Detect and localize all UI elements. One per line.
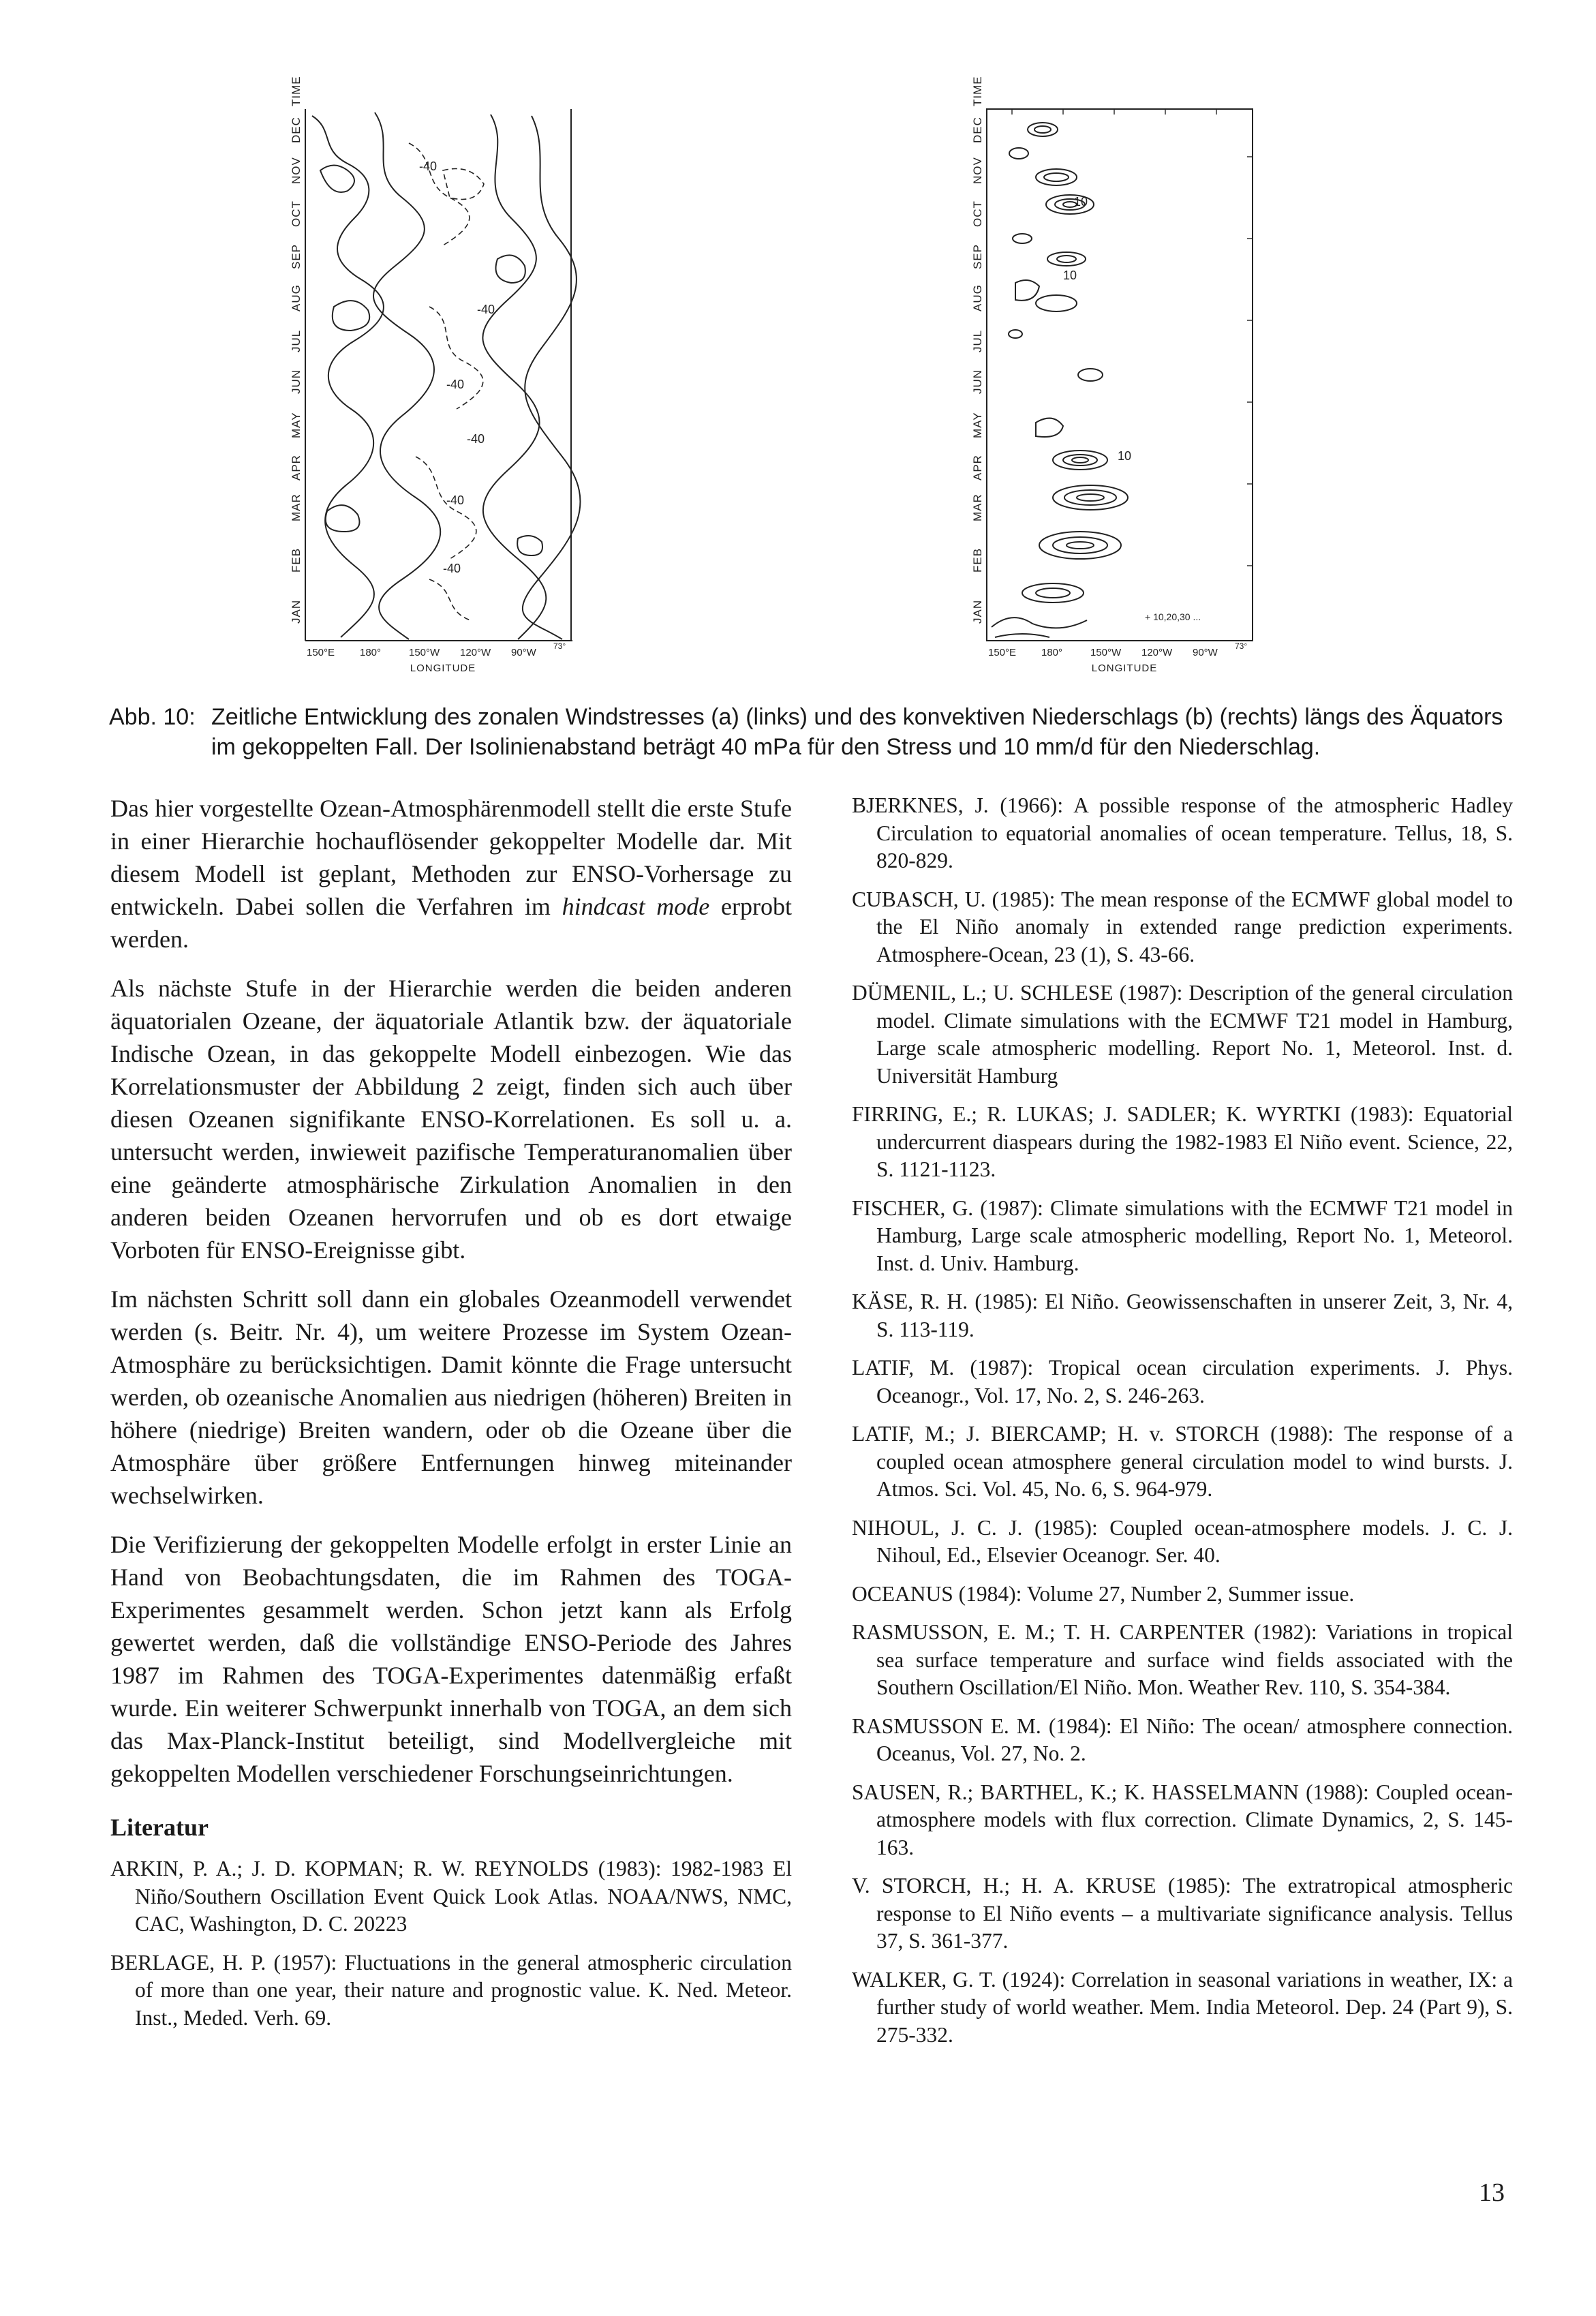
- month-label: APR: [290, 455, 303, 481]
- reference-item: RASMUSSON E. M. (1984): El Niño: The ocean/ atmosphere connection. Oceanus, Vol. 27, No. 2.: [852, 1713, 1513, 1765]
- contour-label: -40: [443, 562, 461, 575]
- month-label: MAR: [290, 493, 303, 521]
- reference-item: CUBASCH, U. (1985): The mean response of the ECMWF global model to the El Niño anomaly in extended range prediction experiments. Atmosphere-Ocean, 23 (1), S. 43-66.: [852, 887, 1513, 966]
- page-number: 13: [1479, 2178, 1505, 2207]
- month-label: SEP: [971, 243, 984, 269]
- month-label: AUG: [290, 284, 303, 311]
- precipitation-panel: [954, 76, 1336, 688]
- month-label: JAN: [971, 599, 984, 624]
- longitude-tick: 90°W: [511, 647, 536, 658]
- month-label: NOV: [971, 157, 984, 184]
- reference-item: WALKER, G. T. (1924): Correlation in seasonal variations in weather, IX: a further study of world weather. Mem. India Meteorol. Dep. 24 (Part 9), S. 275-332.: [852, 1967, 1513, 2047]
- contour-label: -40: [419, 159, 438, 173]
- longitude-tick: 120°W: [1141, 647, 1173, 658]
- left-column: [110, 792, 792, 2043]
- time-axis-label: TIME: [290, 76, 303, 106]
- longitude-tick: 150°E: [988, 647, 1017, 658]
- section-heading: Literatur: [110, 1814, 209, 1841]
- reference-item: DÜMENIL, L.; U. SCHLESE (1987): Description of the general circulation model. Climate simulations with the ECMWF T21 model in Hamburg, Large scale atmospheric modelling. Report No. 1, Meteorol. Inst. d. Universität Hamburg: [852, 981, 1513, 1088]
- emphasis-text: hindcast mode: [562, 893, 710, 920]
- longitude-tick: 150°W: [409, 647, 440, 658]
- month-label: AUG: [971, 284, 984, 311]
- month-label: DEC: [971, 117, 984, 143]
- caption-number: Abb. 10:: [109, 704, 196, 730]
- reference-item: BERLAGE, H. P. (1957): Fluctuations in the general atmospheric circulation of more than one year, their nature and prognostic value. K. Ned. Meteor. Inst., Meded. Verh. 69.: [110, 1950, 792, 2030]
- month-label: OCT: [290, 200, 303, 227]
- reference-item: BJERKNES, J. (1966): A possible response of the atmospheric Hadley Circulation to equatorial anomalies of ocean temperature. Tellus, 18, S. 820-829.: [852, 793, 1513, 872]
- body-paragraph: [110, 792, 792, 956]
- body-paragraph: Die Verifizierung der gekoppelten Modelle erfolgt in erster Linie an Hand von Beobachtungsdaten, die im Rahmen des TOGA-Experimentes gesammelt werden. Schon jetzt kann als Erfolg gewertet werden, daß die vollständige ENSO-Periode des Jahres 1987 im Rahmen des TOGA-Experimentes datenmäßig erfaßt wurde. Ein weiterer Schwerpunkt innerhalb von TOGA, an dem sich das Max-Planck-Institut beteiligt, sind Modellvergleiche mit gekoppelten Modellen verschiedener Forschungseinrichtungen.: [110, 1531, 792, 1787]
- wind-stress-panel: [273, 76, 654, 688]
- reference-item: LATIF, M.; J. BIERCAMP; H. v. STORCH (1988): The response of a coupled ocean atmosphere general circulation model to wind bursts. J. Atmos. Sci. Vol. 45, No. 6, S. 964-979.: [852, 1422, 1513, 1501]
- precipitation-plot: [954, 76, 1336, 688]
- body-paragraph: Im nächsten Schritt soll dann ein globales Ozeanmodell verwendet werden (s. Beitr. Nr. 4), um weitere Prozesse im System Ozean-Atmosphäre zu berücksichtigen. Damit könnte die Frage untersucht werden, ob ozeanische Anomalien aus niedrigen (höheren) Breiten in höhere (niedrige) Breiten wandern, oder ob die Ozeane über die Atmosphäre über größere Entfernungen hinweg miteinander wechselwirken.: [110, 1285, 792, 1509]
- month-label: DEC: [290, 117, 303, 143]
- contour-label: -40: [467, 432, 485, 446]
- month-label: JAN: [290, 599, 303, 624]
- contour-label: -40: [446, 378, 465, 391]
- reference-item: NIHOUL, J. C. J. (1985): Coupled ocean-atmosphere models. J. C. J. Nihoul, Ed., Elsevier Oceanogr. Ser. 40.: [852, 1515, 1513, 1567]
- contour-label: 10: [1118, 449, 1132, 463]
- longitude-axis-label: LONGITUDE: [1091, 662, 1158, 674]
- contour-label: -40: [446, 493, 465, 507]
- reference-item: FIRRING, E.; R. LUKAS; J. SADLER; K. WYRTKI (1983): Equatorial undercurrent diaspears during the 1982-1983 El Niño event. Science, 22, S. 1121-1123.: [852, 1102, 1513, 1181]
- longitude-tick: 180°: [1041, 647, 1063, 658]
- caption-text: Zeitliche Entwicklung des zonalen Windstresses (a) (links) und des konvektiven Niederschlags (b) (rechts) längs des Äquators im gekoppelten Fall. Der Isolinienabstand beträgt 40 mPa für den Stress und 10 mm/d für den Niederschlag.: [211, 704, 1503, 760]
- longitude-tick: 150°E: [307, 647, 335, 658]
- contour-label: 10: [1063, 269, 1077, 282]
- longitude-tick: 90°W: [1193, 647, 1218, 658]
- legend-label: + 10,20,30 ...: [1145, 611, 1201, 622]
- time-axis-label: TIME: [971, 76, 984, 106]
- longitude-tick: 120°W: [460, 647, 491, 658]
- paragraph-text: Das hier vorgestellte Ozean-Atmosphärenmodell stellt die erste Stufe in einer Hierarchie hochauflösender gekoppelter Modelle dar. Mit diesem Modell ist geplant, Methoden zur ENSO-Vorhersage zu entwickeln. Dabei sollen die Verfahren im: [110, 795, 792, 920]
- month-label: FEB: [290, 547, 303, 573]
- longitude-tick: 180°: [360, 647, 382, 658]
- month-label: JUL: [290, 329, 303, 352]
- month-label: MAY: [971, 412, 984, 438]
- month-label: OCT: [971, 200, 984, 227]
- reference-item: SAUSEN, R.; BARTHEL, K.; K. HASSELMANN (1988): Coupled ocean-atmosphere models with flux correction. Climate Dynamics, 2, S. 145-163.: [852, 1780, 1513, 1859]
- right-column: [852, 792, 1513, 2060]
- month-label: JUN: [290, 369, 303, 394]
- longitude-axis-label: LONGITUDE: [410, 662, 476, 674]
- body-paragraph: Als nächste Stufe in der Hierarchie werden die beiden anderen äquatorialen Ozeane, der äquatoriale Atlantik bzw. der äquatoriale Indische Ozean, in das gekoppelte Modell einbezogen. Wie das Korrelationsmuster der Abbildung 2 zeigt, finden sich auch über diesen Ozeanen signifikante ENSO-Korrelationen. Es soll u. a. untersucht werden, inwieweit pazifische Temperaturanomalien über eine geänderte atmosphärische Zirkulation Anomalien in den anderen beiden Ozeanen hervorrufen und ob es dort etwaige Vorboten für ENSO-Ereignisse gibt.: [110, 975, 792, 1264]
- month-label: APR: [971, 455, 984, 481]
- contour-label: 10: [1074, 195, 1088, 209]
- longitude-tick: 73°: [1235, 641, 1248, 651]
- month-label: FEB: [971, 547, 984, 573]
- month-label: SEP: [290, 243, 303, 269]
- reference-item: LATIF, M. (1987): Tropical ocean circulation experiments. J. Phys. Oceanogr., Vol. 17, No. 2, S. 246-263.: [852, 1356, 1513, 1407]
- reference-item: KÄSE, R. H. (1985): El Niño. Geowissenschaften in unserer Zeit, 3, Nr. 4, S. 113-119.: [852, 1290, 1513, 1341]
- paragraph-text: erprobt werden.: [110, 893, 792, 953]
- month-label: JUN: [971, 369, 984, 394]
- wind-stress-plot: [273, 76, 654, 688]
- reference-item: FISCHER, G. (1987): Climate simulations with the ECMWF T21 model in Hamburg, Large scale atmospheric modelling, Report No. 1, Meteorol. Inst. d. Univ. Hamburg.: [852, 1195, 1513, 1275]
- longitude-tick: 150°W: [1090, 647, 1122, 658]
- figure-abb-10: [273, 76, 1322, 688]
- month-label: NOV: [290, 157, 303, 184]
- contour-label: -40: [477, 303, 495, 316]
- month-label: MAY: [290, 412, 303, 438]
- reference-item: V. STORCH, H.; H. A. KRUSE (1985): The extratropical atmospheric response to El Niño events – a multivariate significance analysis. Tellus 37, S. 361-377.: [852, 1874, 1513, 1953]
- longitude-tick: 73°: [553, 641, 566, 651]
- reference-item: ARKIN, P. A.; J. D. KOPMAN; R. W. REYNOLDS (1983): 1982-1983 El Niño/Southern Oscillation Event Quick Look Atlas. NOAA/NWS, NMC, CAC, Washington, D. C. 20223: [110, 1857, 792, 1936]
- reference-item: RASMUSSON, E. M.; T. H. CARPENTER (1982): Variations in tropical sea surface temperature and surface wind fields associated with the Southern Oscillation/El Niño. Mon. Weather Rev. 110, S. 354-384.: [852, 1620, 1513, 1699]
- month-label: MAR: [971, 493, 984, 521]
- month-label: JUL: [971, 329, 984, 352]
- reference-item: OCEANUS (1984): Volume 27, Number 2, Summer issue.: [852, 1581, 1355, 1606]
